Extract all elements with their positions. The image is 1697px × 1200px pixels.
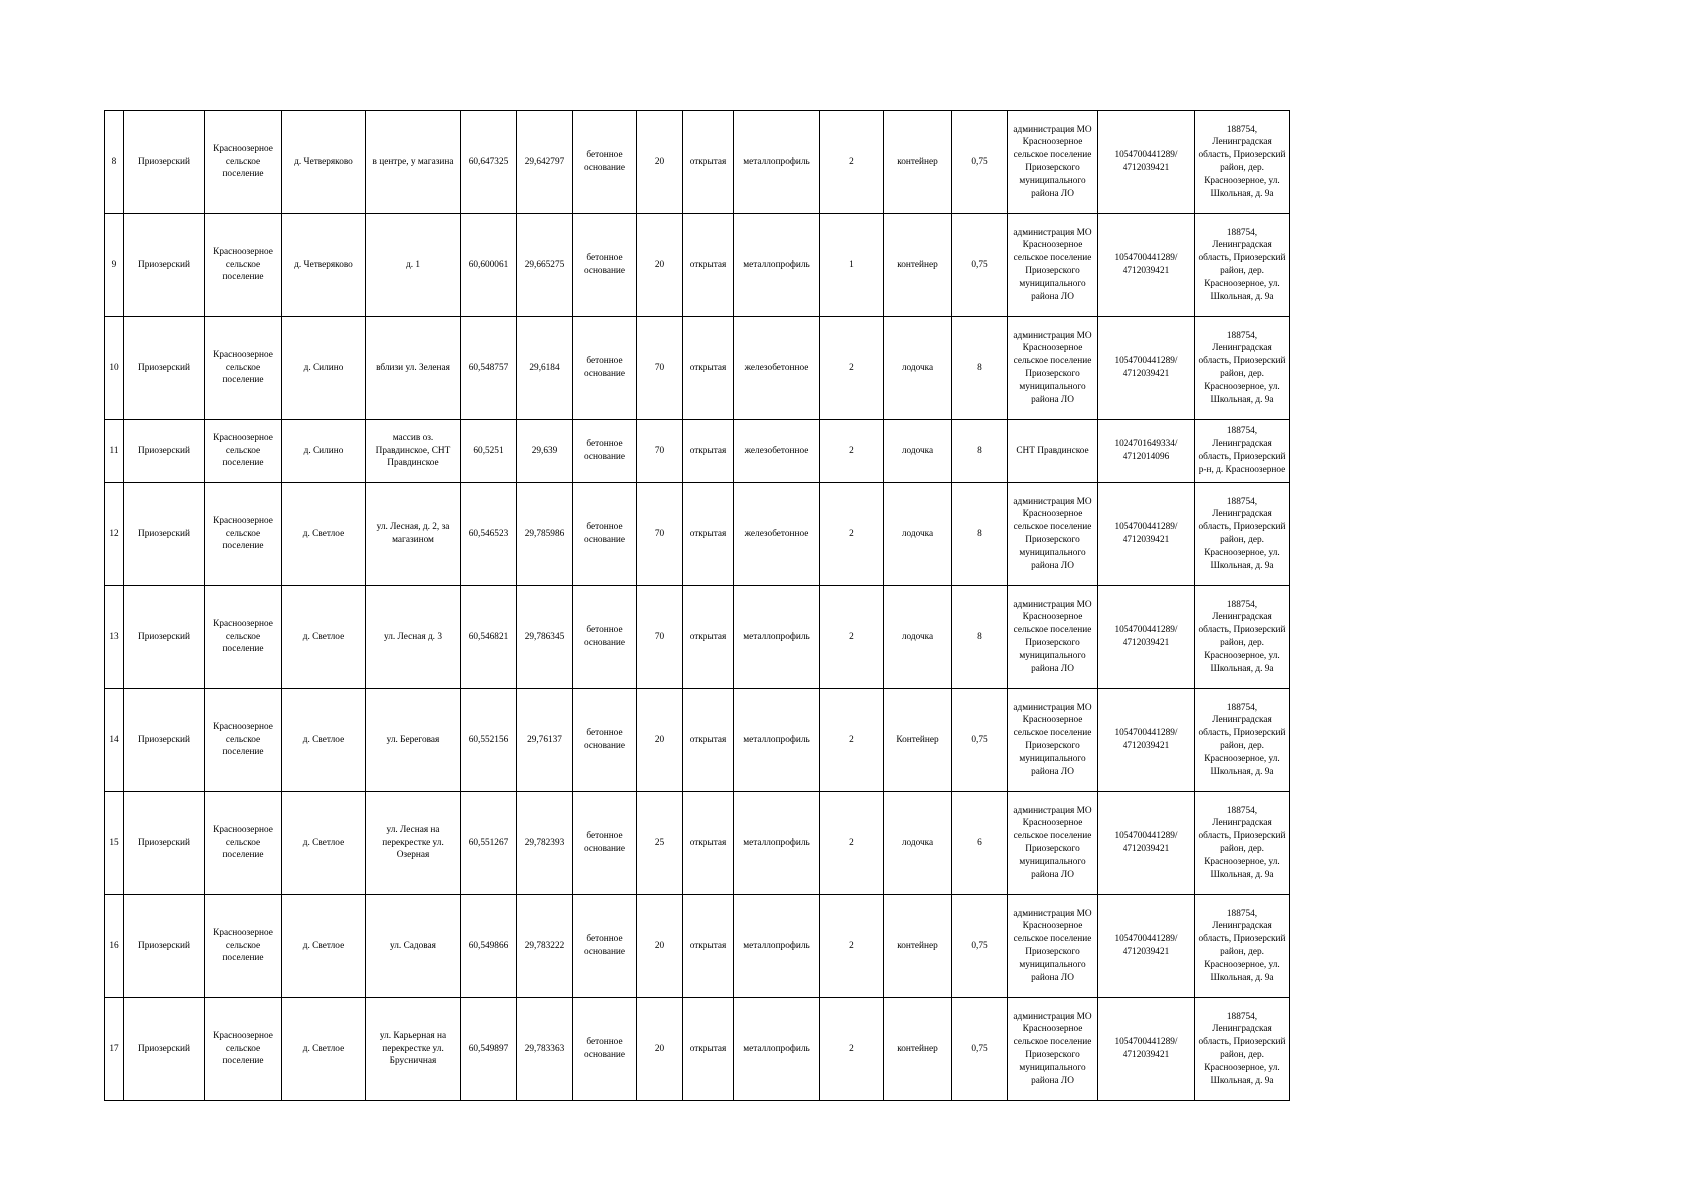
cell-district: Приозерский bbox=[124, 483, 205, 586]
cell-owner: администрация МО Красноозерное сельское поселение Приозерского муниципального района ЛО bbox=[1008, 792, 1098, 895]
cell-ogrn-inn: 1054700441289/ 4712039421 bbox=[1098, 792, 1195, 895]
cell-volume: 0,75 bbox=[952, 689, 1008, 792]
cell-owner: администрация МО Красноозерное сельское поселение Приозерского муниципального района ЛО bbox=[1008, 586, 1098, 689]
cell-base: бетонное основание bbox=[573, 792, 637, 895]
cell-site-type: открытая bbox=[683, 483, 734, 586]
cell-address: ул. Лесная на перекрестке ул. Озерная bbox=[366, 792, 461, 895]
cell-site-type: открытая bbox=[683, 895, 734, 998]
cell-base: бетонное основание bbox=[573, 895, 637, 998]
cell-owner: СНТ Правдинское bbox=[1008, 420, 1098, 483]
cell-ogrn-inn: 1054700441289/ 4712039421 bbox=[1098, 317, 1195, 420]
cell-fence: металлопрофиль bbox=[734, 895, 820, 998]
cell-owner: администрация МО Красноозерное сельское поселение Приозерского муниципального района ЛО bbox=[1008, 895, 1098, 998]
cell-fence: металлопрофиль bbox=[734, 998, 820, 1101]
cell-locality: д. Светлое bbox=[282, 689, 366, 792]
cell-container-type: контейнер bbox=[884, 998, 952, 1101]
cell-ogrn-inn: 1054700441289/ 4712039421 bbox=[1098, 483, 1195, 586]
cell-base: бетонное основание bbox=[573, 689, 637, 792]
cell-fence: металлопрофиль bbox=[734, 111, 820, 214]
cell-number: 10 bbox=[105, 317, 124, 420]
cell-container-type: Контейнер bbox=[884, 689, 952, 792]
cell-settlement: Красноозерное сельское поселение bbox=[205, 420, 282, 483]
cell-container-type: лодочка bbox=[884, 317, 952, 420]
cell-area: 70 bbox=[637, 483, 683, 586]
table-row bbox=[105, 111, 1290, 214]
table-row bbox=[105, 792, 1290, 895]
cell-locality: д. Силино bbox=[282, 317, 366, 420]
cell-number: 16 bbox=[105, 895, 124, 998]
cell-settlement: Красноозерное сельское поселение bbox=[205, 586, 282, 689]
cell-latitude: 60,551267 bbox=[461, 792, 517, 895]
cell-container-count: 1 bbox=[820, 214, 884, 317]
cell-locality: д. Светлое bbox=[282, 895, 366, 998]
cell-volume: 0,75 bbox=[952, 111, 1008, 214]
cell-latitude: 60,549897 bbox=[461, 998, 517, 1101]
cell-site-type: открытая bbox=[683, 420, 734, 483]
cell-fence: металлопрофиль bbox=[734, 586, 820, 689]
cell-longitude: 29,76137 bbox=[517, 689, 573, 792]
cell-locality: д. Четверяково bbox=[282, 111, 366, 214]
cell-owner: администрация МО Красноозерное сельское поселение Приозерского муниципального района ЛО bbox=[1008, 317, 1098, 420]
cell-area: 20 bbox=[637, 111, 683, 214]
cell-number: 17 bbox=[105, 998, 124, 1101]
cell-address: ул. Карьерная на перекрестке ул. Брусничная bbox=[366, 998, 461, 1101]
cell-container-count: 2 bbox=[820, 586, 884, 689]
cell-locality: д. Светлое bbox=[282, 586, 366, 689]
cell-ogrn-inn: 1054700441289/ 4712039421 bbox=[1098, 998, 1195, 1101]
cell-container-type: контейнер bbox=[884, 214, 952, 317]
cell-volume: 0,75 bbox=[952, 895, 1008, 998]
cell-base: бетонное основание bbox=[573, 214, 637, 317]
cell-fence: железобетонное bbox=[734, 317, 820, 420]
cell-container-count: 2 bbox=[820, 895, 884, 998]
cell-address: ул. Лесная, д. 2, за магазином bbox=[366, 483, 461, 586]
table-row bbox=[105, 895, 1290, 998]
cell-locality: д. Светлое bbox=[282, 792, 366, 895]
cell-fence: металлопрофиль bbox=[734, 214, 820, 317]
cell-address: ул. Береговая bbox=[366, 689, 461, 792]
table-row bbox=[105, 317, 1290, 420]
cell-container-count: 2 bbox=[820, 317, 884, 420]
cell-owner: администрация МО Красноозерное сельское поселение Приозерского муниципального района ЛО bbox=[1008, 214, 1098, 317]
cell-base: бетонное основание bbox=[573, 998, 637, 1101]
cell-settlement: Красноозерное сельское поселение bbox=[205, 214, 282, 317]
cell-longitude: 29,6184 bbox=[517, 317, 573, 420]
cell-site-type: открытая bbox=[683, 111, 734, 214]
cell-district: Приозерский bbox=[124, 895, 205, 998]
cell-owner: администрация МО Красноозерное сельское поселение Приозерского муниципального района ЛО bbox=[1008, 111, 1098, 214]
cell-base: бетонное основание bbox=[573, 483, 637, 586]
cell-number: 11 bbox=[105, 420, 124, 483]
cell-latitude: 60,600061 bbox=[461, 214, 517, 317]
cell-area: 25 bbox=[637, 792, 683, 895]
cell-district: Приозерский bbox=[124, 317, 205, 420]
cell-locality: д. Светлое bbox=[282, 998, 366, 1101]
cell-volume: 0,75 bbox=[952, 998, 1008, 1101]
cell-district: Приозерский bbox=[124, 689, 205, 792]
cell-locality: д. Четверяково bbox=[282, 214, 366, 317]
cell-ogrn-inn: 1054700441289/ 4712039421 bbox=[1098, 689, 1195, 792]
cell-owner-address: 188754, Ленинградская область, Приозерский район, дер. Красноозерное, ул. Школьная, д. 9а bbox=[1195, 483, 1290, 586]
cell-fence: металлопрофиль bbox=[734, 689, 820, 792]
cell-site-type: открытая bbox=[683, 586, 734, 689]
cell-longitude: 29,639 bbox=[517, 420, 573, 483]
cell-district: Приозерский bbox=[124, 420, 205, 483]
cell-settlement: Красноозерное сельское поселение bbox=[205, 895, 282, 998]
cell-area: 20 bbox=[637, 214, 683, 317]
cell-latitude: 60,548757 bbox=[461, 317, 517, 420]
cell-owner-address: 188754, Ленинградская область, Приозерский район, дер. Красноозерное, ул. Школьная, д. 9а bbox=[1195, 689, 1290, 792]
cell-container-count: 2 bbox=[820, 998, 884, 1101]
cell-volume: 8 bbox=[952, 483, 1008, 586]
table-row bbox=[105, 586, 1290, 689]
table-row bbox=[105, 998, 1290, 1101]
cell-area: 70 bbox=[637, 586, 683, 689]
cell-container-type: контейнер bbox=[884, 111, 952, 214]
cell-district: Приозерский bbox=[124, 111, 205, 214]
cell-container-count: 2 bbox=[820, 689, 884, 792]
cell-address: ул. Лесная д. 3 bbox=[366, 586, 461, 689]
cell-owner-address: 188754, Ленинградская область, Приозерский район, дер. Красноозерное, ул. Школьная, д. 9а bbox=[1195, 317, 1290, 420]
cell-area: 70 bbox=[637, 317, 683, 420]
cell-volume: 0,75 bbox=[952, 214, 1008, 317]
cell-latitude: 60,552156 bbox=[461, 689, 517, 792]
cell-owner-address: 188754, Ленинградская область, Приозерский район, дер. Красноозерное, ул. Школьная, д. 9а bbox=[1195, 895, 1290, 998]
cell-base: бетонное основание bbox=[573, 317, 637, 420]
cell-owner-address: 188754, Ленинградская область, Приозерский район, дер. Красноозерное, ул. Школьная, д. 9а bbox=[1195, 998, 1290, 1101]
cell-area: 20 bbox=[637, 998, 683, 1101]
cell-number: 15 bbox=[105, 792, 124, 895]
cell-owner-address: 188754, Ленинградская область, Приозерский район, дер. Красноозерное, ул. Школьная, д. 9а bbox=[1195, 792, 1290, 895]
table-row bbox=[105, 483, 1290, 586]
cell-latitude: 60,647325 bbox=[461, 111, 517, 214]
cell-address: в центре, у магазина bbox=[366, 111, 461, 214]
cell-address: д. 1 bbox=[366, 214, 461, 317]
cell-longitude: 29,785986 bbox=[517, 483, 573, 586]
cell-ogrn-inn: 1054700441289/ 4712039421 bbox=[1098, 895, 1195, 998]
cell-latitude: 60,549866 bbox=[461, 895, 517, 998]
cell-settlement: Красноозерное сельское поселение bbox=[205, 998, 282, 1101]
cell-longitude: 29,782393 bbox=[517, 792, 573, 895]
cell-container-count: 2 bbox=[820, 111, 884, 214]
cell-fence: железобетонное bbox=[734, 483, 820, 586]
cell-container-count: 2 bbox=[820, 792, 884, 895]
cell-locality: д. Светлое bbox=[282, 483, 366, 586]
cell-latitude: 60,546523 bbox=[461, 483, 517, 586]
cell-longitude: 29,783363 bbox=[517, 998, 573, 1101]
cell-owner: администрация МО Красноозерное сельское поселение Приозерского муниципального района ЛО bbox=[1008, 689, 1098, 792]
cell-address: вблизи ул. Зеленая bbox=[366, 317, 461, 420]
cell-base: бетонное основание bbox=[573, 586, 637, 689]
table-row bbox=[105, 214, 1290, 317]
cell-container-type: лодочка bbox=[884, 792, 952, 895]
cell-site-type: открытая bbox=[683, 317, 734, 420]
cell-longitude: 29,786345 bbox=[517, 586, 573, 689]
cell-ogrn-inn: 1054700441289/ 4712039421 bbox=[1098, 214, 1195, 317]
cell-site-type: открытая bbox=[683, 998, 734, 1101]
cell-owner-address: 188754, Ленинградская область, Приозерский р-н, д. Красноозерное bbox=[1195, 420, 1290, 483]
cell-area: 20 bbox=[637, 895, 683, 998]
cell-owner-address: 188754, Ленинградская область, Приозерский район, дер. Красноозерное, ул. Школьная, д. 9а bbox=[1195, 111, 1290, 214]
cell-settlement: Красноозерное сельское поселение bbox=[205, 689, 282, 792]
cell-locality: д. Силино bbox=[282, 420, 366, 483]
cell-district: Приозерский bbox=[124, 214, 205, 317]
cell-site-type: открытая bbox=[683, 689, 734, 792]
cell-number: 14 bbox=[105, 689, 124, 792]
cell-number: 8 bbox=[105, 111, 124, 214]
cell-container-count: 2 bbox=[820, 420, 884, 483]
cell-container-type: контейнер bbox=[884, 895, 952, 998]
cell-number: 9 bbox=[105, 214, 124, 317]
cell-ogrn-inn: 1024701649334/ 4712014096 bbox=[1098, 420, 1195, 483]
cell-longitude: 29,642797 bbox=[517, 111, 573, 214]
cell-fence: железобетонное bbox=[734, 420, 820, 483]
cell-latitude: 60,5251 bbox=[461, 420, 517, 483]
cell-site-type: открытая bbox=[683, 214, 734, 317]
cell-container-type: лодочка bbox=[884, 586, 952, 689]
cell-number: 13 bbox=[105, 586, 124, 689]
cell-settlement: Красноозерное сельское поселение bbox=[205, 317, 282, 420]
cell-district: Приозерский bbox=[124, 792, 205, 895]
cell-ogrn-inn: 1054700441289/ 4712039421 bbox=[1098, 111, 1195, 214]
cell-area: 70 bbox=[637, 420, 683, 483]
cell-address: массив оз. Правдинское, СНТ Правдинское bbox=[366, 420, 461, 483]
cell-owner-address: 188754, Ленинградская область, Приозерский район, дер. Красноозерное, ул. Школьная, д. 9а bbox=[1195, 214, 1290, 317]
cell-site-type: открытая bbox=[683, 792, 734, 895]
waste-sites-table bbox=[104, 110, 1290, 1101]
table-row bbox=[105, 689, 1290, 792]
cell-owner: администрация МО Красноозерное сельское поселение Приозерского муниципального района ЛО bbox=[1008, 998, 1098, 1101]
cell-address: ул. Садовая bbox=[366, 895, 461, 998]
cell-district: Приозерский bbox=[124, 998, 205, 1101]
cell-district: Приозерский bbox=[124, 586, 205, 689]
cell-owner-address: 188754, Ленинградская область, Приозерский район, дер. Красноозерное, ул. Школьная, д. 9а bbox=[1195, 586, 1290, 689]
cell-owner: администрация МО Красноозерное сельское поселение Приозерского муниципального района ЛО bbox=[1008, 483, 1098, 586]
cell-container-type: лодочка bbox=[884, 483, 952, 586]
cell-settlement: Красноозерное сельское поселение bbox=[205, 792, 282, 895]
cell-ogrn-inn: 1054700441289/ 4712039421 bbox=[1098, 586, 1195, 689]
cell-volume: 8 bbox=[952, 420, 1008, 483]
table-row bbox=[105, 420, 1290, 483]
cell-area: 20 bbox=[637, 689, 683, 792]
cell-volume: 8 bbox=[952, 317, 1008, 420]
cell-container-type: лодочка bbox=[884, 420, 952, 483]
cell-settlement: Красноозерное сельское поселение bbox=[205, 111, 282, 214]
cell-base: бетонное основание bbox=[573, 420, 637, 483]
cell-number: 12 bbox=[105, 483, 124, 586]
cell-longitude: 29,783222 bbox=[517, 895, 573, 998]
cell-latitude: 60,546821 bbox=[461, 586, 517, 689]
cell-longitude: 29,665275 bbox=[517, 214, 573, 317]
cell-base: бетонное основание bbox=[573, 111, 637, 214]
cell-settlement: Красноозерное сельское поселение bbox=[205, 483, 282, 586]
cell-container-count: 2 bbox=[820, 483, 884, 586]
cell-volume: 6 bbox=[952, 792, 1008, 895]
cell-volume: 8 bbox=[952, 586, 1008, 689]
cell-fence: металлопрофиль bbox=[734, 792, 820, 895]
